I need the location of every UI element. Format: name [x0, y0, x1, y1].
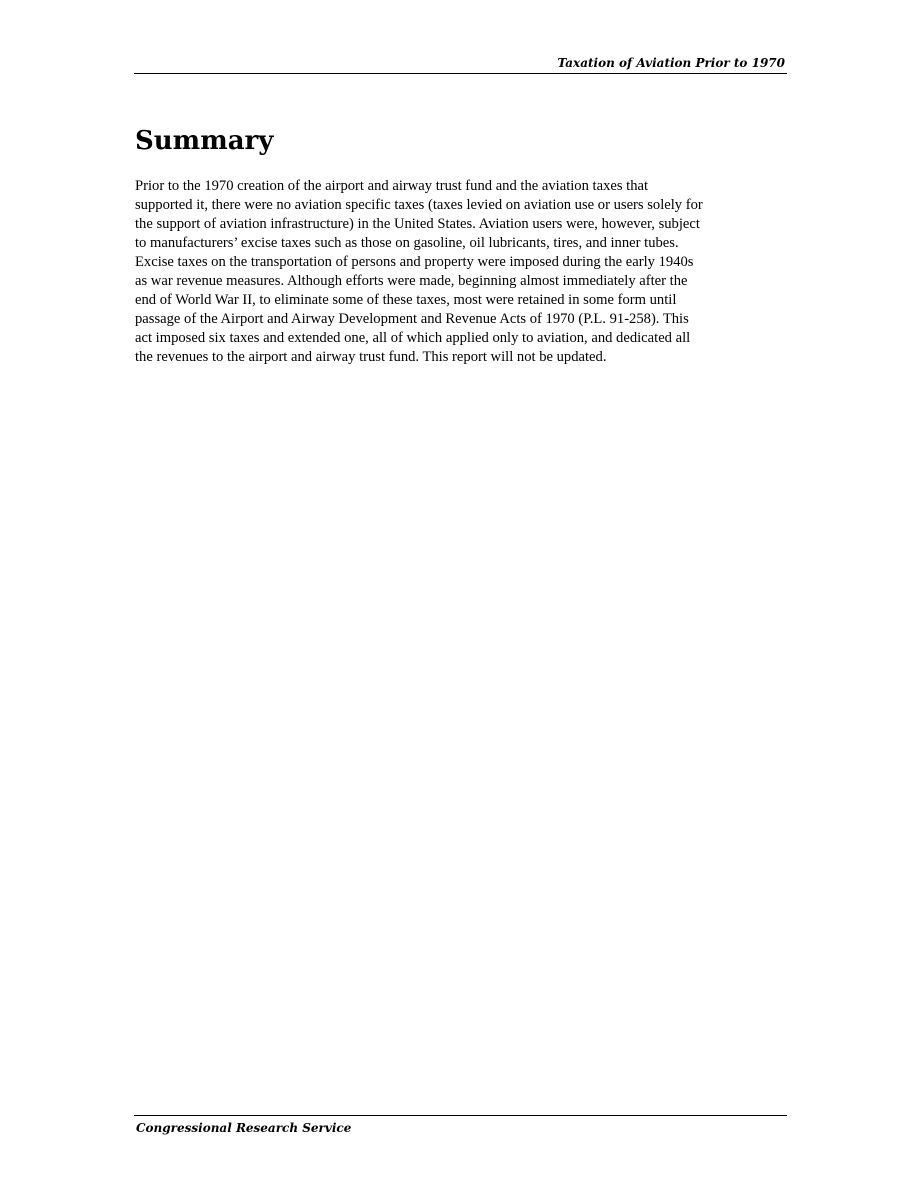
page-title: Summary [135, 126, 274, 156]
summary-line: the revenues to the airport and airway trust fund. This report will not be updated. [135, 349, 607, 365]
summary-line: passage of the Airport and Airway Development and Revenue Acts of 1970 (P.L. 91-258). This [135, 311, 689, 327]
summary-line: act imposed six taxes and extended one, all of which applied only to aviation, and dedicated all [135, 330, 691, 346]
running-header [134, 55, 787, 74]
summary-paragraph [135, 177, 790, 367]
summary-line: end of World War II, to eliminate some of these taxes, most were retained in some form until [135, 292, 677, 308]
summary-line: to manufacturers’ excise taxes such as those on gasoline, oil lubricants, tires, and inner tubes. [135, 235, 679, 251]
summary-line: as war revenue measures. Although efforts were made, beginning almost immediately after the [135, 273, 688, 289]
footer-publisher: Congressional Research Service [136, 1121, 352, 1135]
summary-line: Excise taxes on the transportation of persons and property were imposed during the early 1940s [135, 254, 694, 270]
summary-line: supported it, there were no aviation specific taxes (taxes levied on aviation use or users solely for [135, 197, 703, 213]
running-footer [134, 1115, 787, 1135]
summary-line: the support of aviation infrastructure) in the United States. Aviation users were, however, subject [135, 216, 700, 232]
summary-line: Prior to the 1970 creation of the airport and airway trust fund and the aviation taxes that [135, 178, 649, 194]
running-header-title: Taxation of Aviation Prior to 1970 [557, 56, 785, 70]
